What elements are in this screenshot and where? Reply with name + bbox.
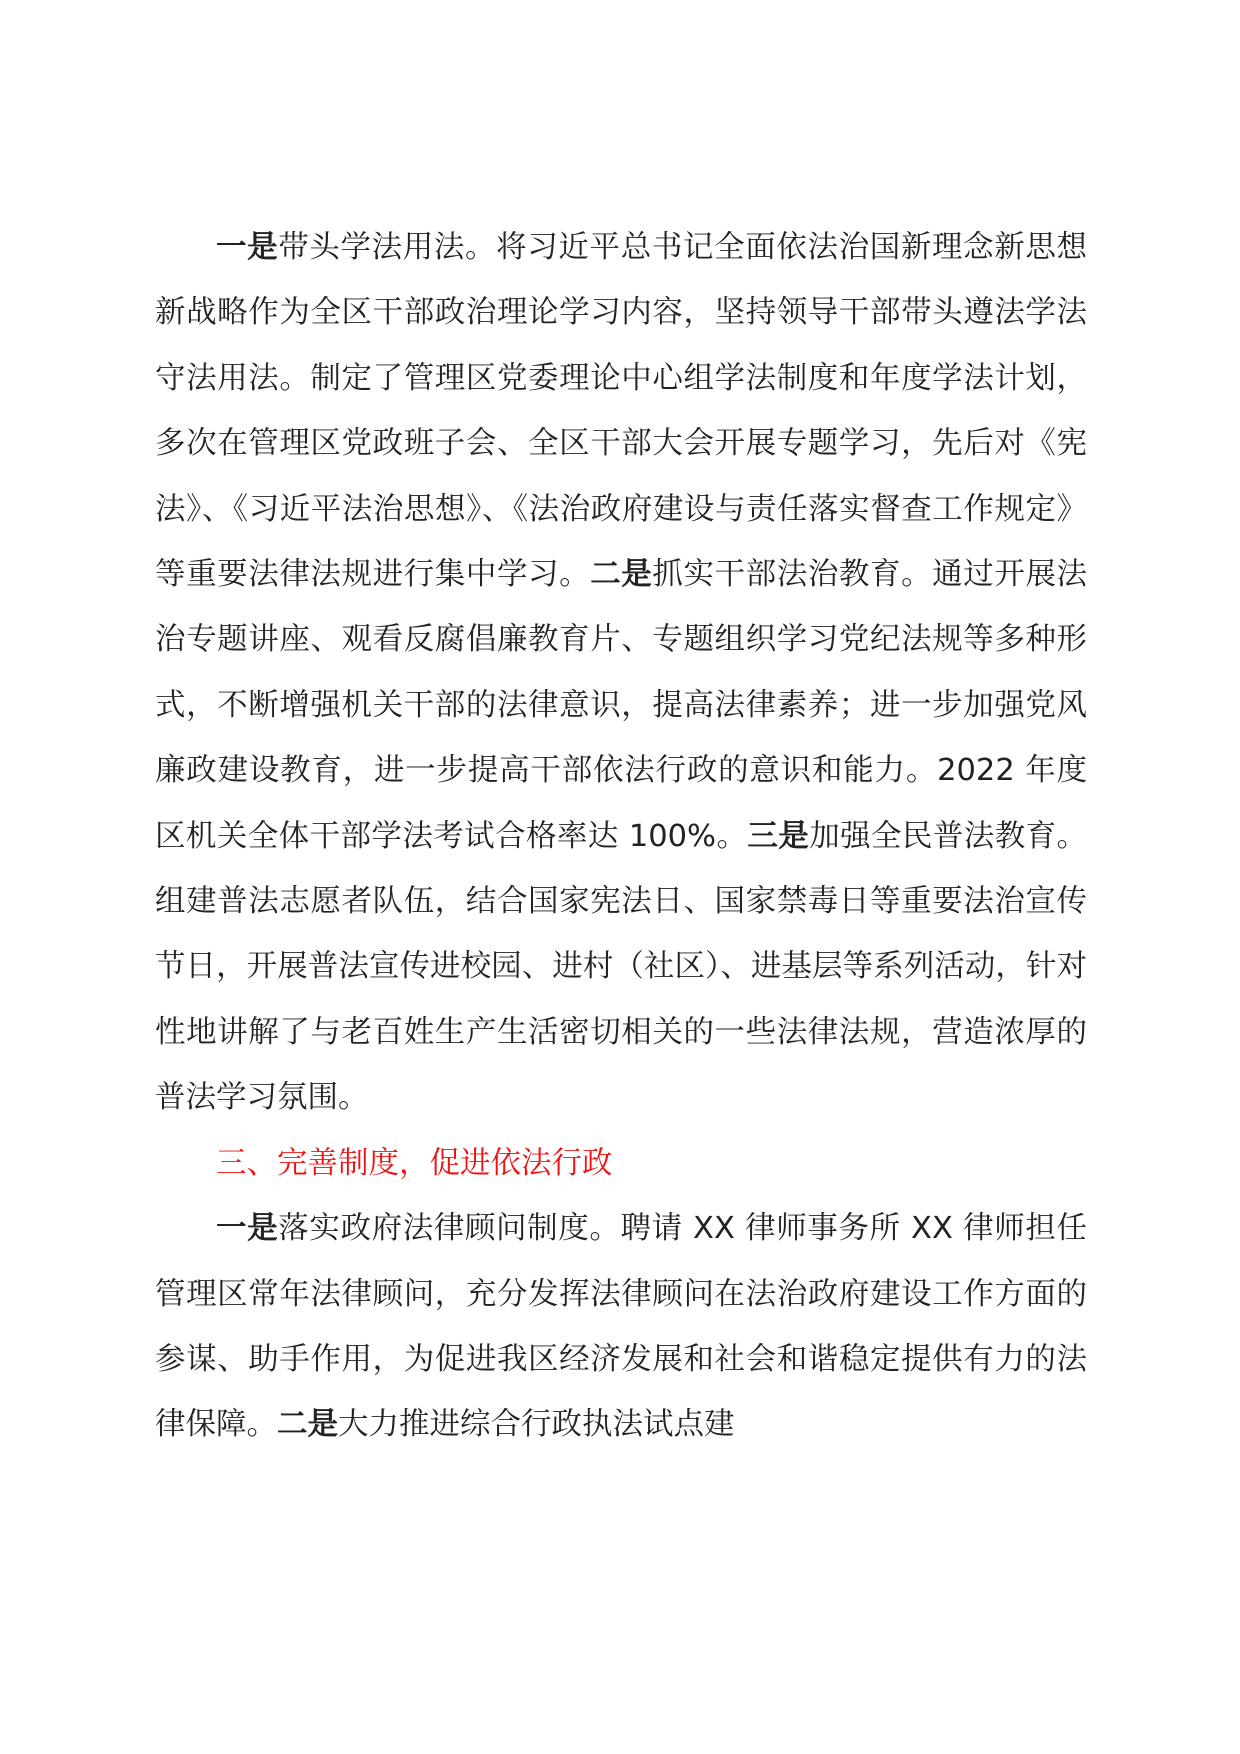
point-two-label: 二是 xyxy=(277,1407,338,1443)
paragraph-institutional-improvement xyxy=(155,1196,1087,1458)
point-three-label: 三是 xyxy=(747,818,810,854)
point-one-text: 带头学法用法。将习近平总书记全面依法治国新理念新思想新战略作为全区干部政治理论学习内容，坚持领导干部带头遵法学法守法用法。制定了管理区党委理论中心组学法制度和年度学法计划，多次在管理区党政班子会、全区干部大会开展专题学习，先后对《宪法》、《习近平法治思想》、《法治政府建设与责任落实督查工作规定》等重要法律法规进行集中学习。 xyxy=(155,230,1088,593)
point-two-text: 大力推进综合行政执法试点建 xyxy=(338,1407,735,1443)
point-two-text: 抓实干部法治教育。通过开展法治专题讲座、观看反腐倡廉教育片、专题组织学习党纪法规等多种形式，不断增强机关干部的法律意识，提高法律素养；进一步加强党风廉政建设教育，进一步提高干部依法行政的意识和能力。2022 年度区机关全体干部学法考试合格率达 100%。 xyxy=(155,557,1088,854)
point-two-label: 二是 xyxy=(590,557,653,593)
point-one-label: 一是 xyxy=(216,1211,279,1247)
document-body xyxy=(155,215,1087,1458)
section-heading: 三、完善制度，促进依法行政 xyxy=(216,1145,613,1181)
point-three-text: 加强全民普法教育。组建普法志愿者队伍，结合国家宪法日、国家禁毒日等重要法治宣传节日，开展普法宣传进校园、进村（社区）、进基层等系列活动，针对性地讲解了与老百姓生产生活密切相关的一些法律法规，营造浓厚的普法学习氛围。 xyxy=(155,818,1088,1116)
point-one-label: 一是 xyxy=(216,230,279,265)
paragraph-legal-education xyxy=(155,215,1087,1131)
point-one-text: 落实政府法律顾问制度。聘请 XX 律师事务所 XX 律师担任管理区常年法律顾问，充分发挥法律顾问在法治政府建设工作方面的参谋、助手作用，为促进我区经济发展和社会和谐稳定提供有力的法律保障。 xyxy=(155,1211,1087,1443)
